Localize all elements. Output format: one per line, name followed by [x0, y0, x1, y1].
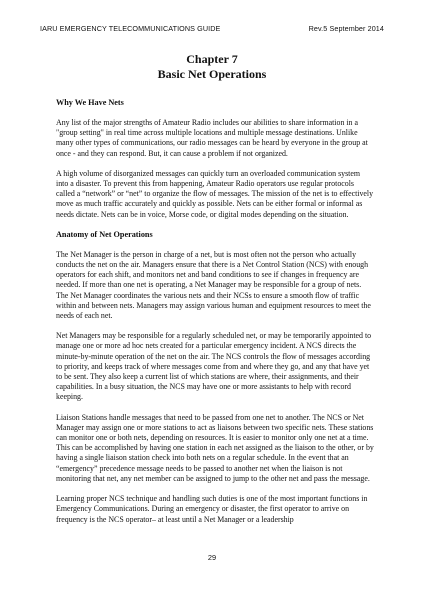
paragraph: Liaison Stations handle messages that need to be passed from one net to another. The NCS or Net Manager may assign one or more stations to act as liaisons between two specific nets. These stations can monitor one or both nets, depending on resources. It is easier to monitor only one net at a time. This can be accomplished by having one station in each net assigned as the liaison to the other, or by having a single liaison station check into both nets on a regular schedule. In the event that an “emergency” precedence message needs to be passed to another net when the liaison is not monitoring that net, any net member can be assigned to jump to the other net and pass the message. — [56, 412, 374, 483]
chapter-title: Basic Net Operations — [157, 67, 267, 81]
paragraph: Net Managers may be responsible for a regularly scheduled net, or may be temporarily appointed to manage one or more ad hoc nets created for a particular emergency incident. A NCS directs the minute-by-minute operation of the net on the air. The NCS controls the flow of messages according to priority, and keeps track of where messages come from and where they go, and any that have yet to be sent. They also keep a current list of which stations are where, their assignments, and their capabilities. In a busy situation, the NCS may have one or more assistants to help with record keeping. — [56, 331, 372, 402]
paragraph: Learning proper NCS technique and handling such duties is one of the most important functions in Emergency Communications. During an emergency or disaster, the first operator to arrive on frequency is the NCS operator– at least until a Net Manager or a leadership — [56, 494, 368, 524]
page-number: 29 — [207, 553, 217, 562]
running-header — [40, 24, 384, 33]
paragraph: Any list of the major strengths of Amateur Radio includes our abilities to share information in a "group setting" in real time across multiple locations and multiple message destinations. Unlike many other types of communications, our radio messages can be heard by everyone in the group at once - and they can respond. But, it can cause a problem if not organized. — [56, 118, 368, 158]
paragraph: The Net Manager is the person in charge of a net, but is most often not the person who actually conducts the net on the air. Managers ensure that there is a Net Control Station (NCS) with enough operators for each shift, and monitors net and band conditions to see if changes in frequency are needed. If more than one net is operating, a Net Manager may be responsible for a group of nets. The Net Manager coordinates the various nets and their NCSs to ensure a smooth flow of traffic within and between nets. Managers may assign various human and equipment resources to meet the needs of each net. — [56, 249, 371, 321]
chapter-heading — [0, 52, 424, 82]
header-revision: Rev.5 September 2014 — [308, 24, 384, 33]
document-body — [56, 98, 374, 525]
chapter-number: Chapter 7 — [186, 52, 238, 66]
section-heading-why-nets: Why We Have Nets — [56, 98, 124, 107]
section-heading-anatomy: Anatomy of Net Operations — [56, 229, 153, 239]
header-guide-title: IARU EMERGENCY TELECOMMUNICATIONS GUIDE — [40, 24, 221, 33]
paragraph: A high volume of disorganized messages can quickly turn an overloaded communication system into a disaster. To prevent this from happening, Amateur Radio operators use regular protocols called a “network” or “net” to organize the flow of messages. The mission of the net is to effectively move as much traffic accurately and quickly as possible. Nets can be either formal or informal as needs dictate. Nets can be in voice, Morse code, or digital modes depending on the situation. — [56, 168, 374, 219]
